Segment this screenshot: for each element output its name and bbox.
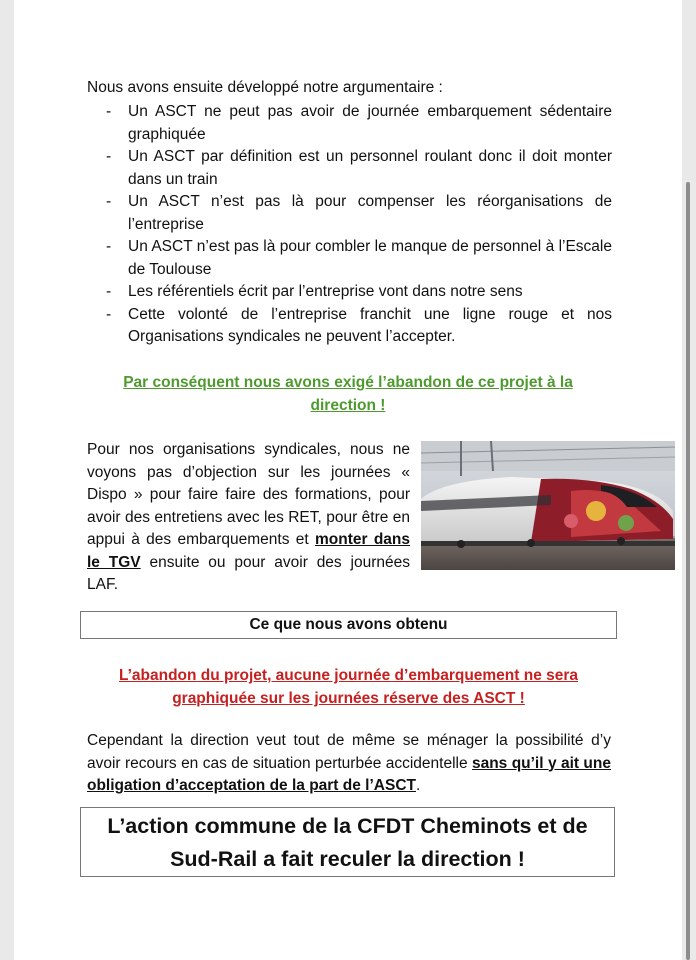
list-item bbox=[100, 236, 612, 281]
scrollbar[interactable] bbox=[686, 182, 690, 960]
bullet-dash: - bbox=[106, 238, 112, 255]
argument-text: Un ASCT n’est pas là pour combler le manque de personnel à l’Escale de Toulouse bbox=[128, 238, 612, 278]
dispo-bold-text: monter dans le TGV bbox=[87, 531, 411, 571]
cependant-bold-text: sans qu’il y ait une obligation d’acceptation de la part de l’ASCT bbox=[87, 754, 611, 794]
list-item bbox=[100, 191, 612, 236]
dispo-text-after: ensuite ou pour avoir des journées LAF. bbox=[87, 553, 410, 593]
dispo-text-before: Pour nos organisations syndicales, nous ne voyons pas d’objection sur les journées « Dispo » pour faire faire des formations, pour avoir des entretiens avec les RET, pour être en appui à des embarquements et bbox=[87, 441, 410, 548]
cependant-text-after: . bbox=[415, 777, 421, 794]
list-item bbox=[100, 101, 612, 146]
bullet-dash: - bbox=[106, 103, 112, 120]
list-item bbox=[100, 281, 612, 304]
list-item bbox=[100, 146, 612, 191]
argument-text: Un ASCT n’est pas là pour compenser les réorganisations de l’entreprise bbox=[128, 193, 612, 233]
list-item bbox=[100, 304, 612, 349]
obtained-heading-box: Ce que nous avons obtenu bbox=[80, 611, 617, 639]
bullet-dash: - bbox=[106, 148, 112, 165]
argument-text: Les référentiels écrit par l’entreprise vont dans notre sens bbox=[128, 283, 523, 300]
result-statement: L’abandon du projet, aucune journée d’embarquement ne sera graphiquée sur les journées réserve des ASCT ! bbox=[118, 667, 579, 707]
argument-text: Cette volonté de l’entreprise franchit une ligne rouge et nos Organisations syndicales ne peuvent l’accepter. bbox=[128, 305, 612, 345]
bullet-dash: - bbox=[106, 283, 112, 300]
cependant-paragraph bbox=[87, 730, 611, 798]
cependant-text-before: Cependant la direction veut tout de même se ménager la possibilité d’y avoir recours en cas de situation perturbée accidentelle bbox=[87, 732, 611, 772]
argument-text: Un ASCT ne peut pas avoir de journée embarquement sédentaire graphiquée bbox=[128, 103, 612, 143]
dispo-paragraph bbox=[87, 439, 410, 597]
bullet-dash: - bbox=[106, 193, 112, 210]
tgv-train-photo bbox=[421, 441, 675, 570]
demand-statement: Par conséquent nous avons exigé l’abandon de ce projet à la direction ! bbox=[123, 374, 573, 414]
intro-text: Nous avons ensuite développé notre argumentaire : bbox=[87, 79, 443, 96]
argument-text: Un ASCT par définition est un personnel roulant donc il doit monter dans un train bbox=[128, 148, 612, 188]
bullet-dash: - bbox=[106, 305, 112, 323]
conclusion-box: L’action commune de la CFDT Cheminots et de Sud-Rail a fait reculer la direction ! bbox=[80, 807, 615, 877]
arguments-list bbox=[100, 101, 612, 349]
